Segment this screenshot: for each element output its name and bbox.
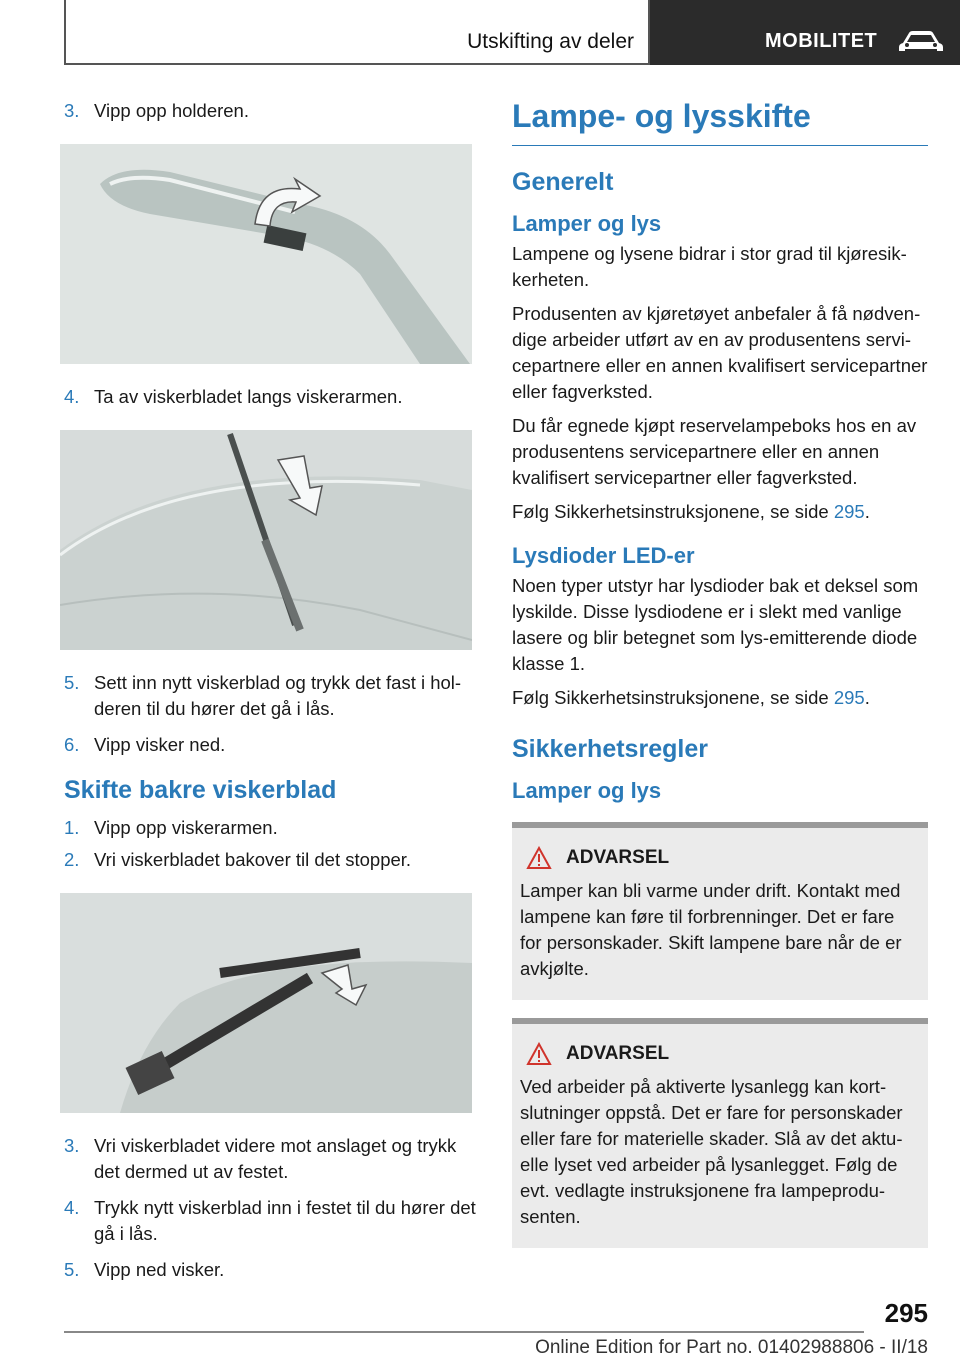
page-number: 295	[884, 1298, 928, 1328]
step-item	[64, 98, 476, 124]
step-item	[64, 847, 476, 873]
step-text: Trykk nytt viskerblad inn i festet til du hører det gå i lås.	[94, 1197, 476, 1244]
safety-rules-subheading: Lamper og lys	[512, 778, 662, 803]
safety-reference-end: .	[864, 501, 870, 522]
step-number: 6.	[64, 734, 80, 755]
page-link[interactable]: 295	[833, 687, 865, 708]
car-icon	[897, 29, 945, 55]
chapter-tab[interactable]	[650, 0, 960, 65]
warning-text: Lamper kan bli varme under drift. Kontakt med lampene kan føre til forbrenninger. Det er fare for personskader. Skift lampene bare når de er avkjølte.	[520, 880, 902, 979]
step-number: 2.	[64, 849, 80, 870]
step-item	[64, 1195, 476, 1247]
step-item	[64, 1133, 476, 1185]
lamps-paragraph-1: Lampene og lysene bidrar i stor grad til kjøresikkerheten.	[512, 243, 907, 290]
general-heading: Generelt	[512, 168, 614, 196]
step-item	[64, 815, 476, 841]
step-text: Vri viskerbladet bakover til det stopper.	[94, 849, 412, 870]
warning-box	[512, 822, 928, 1000]
step-number: 3.	[64, 1135, 80, 1156]
step-number: 3.	[64, 100, 80, 121]
figure-rear-wiper	[60, 893, 472, 1113]
safety-reference-end: .	[864, 687, 870, 708]
lamps-heading: Lamper og lys	[512, 211, 662, 236]
step-number: 5.	[64, 1259, 80, 1280]
step-item	[64, 384, 476, 410]
step-item	[64, 670, 476, 722]
step-text: Sett inn nytt viskerblad og trykk det fast i holderen til du hører det gå i lås.	[94, 672, 462, 719]
led-heading: Lysdioder LED-er	[512, 543, 695, 568]
safety-reference-text: Følg Sikkerhetsinstruksjonene, se side	[512, 501, 834, 522]
footer-divider	[64, 1331, 864, 1333]
page-link[interactable]: 295	[833, 501, 865, 522]
header-section-frame	[64, 0, 650, 65]
step-text: Vipp opp holderen.	[94, 100, 249, 121]
lamps-paragraph-2: Produsenten av kjøretøyet anbefaler å få nødvendige arbeider utført av en av produsentens servicepartnere eller en annen kvalifisert servicepartner eller fagverksted.	[512, 303, 928, 402]
warning-triangle-icon	[526, 846, 552, 870]
step-text: Vipp ned visker.	[94, 1259, 225, 1280]
safety-reference	[512, 499, 928, 525]
step-text: Vri viskerbladet videre mot anslaget og trykk det dermed ut av festet.	[94, 1135, 457, 1182]
step-item	[64, 1257, 476, 1283]
rear-wiper-heading: Skifte bakre viskerblad	[64, 776, 337, 804]
safety-reference-text: Følg Sikkerhetsinstruksjonene, se side	[512, 687, 834, 708]
chapter-label: MOBILITET	[765, 29, 878, 52]
warning-box	[512, 1018, 928, 1248]
left-column	[64, 98, 476, 1293]
led-paragraph: Noen typer utstyr har lysdioder bak et deksel som lyskilde. Disse lysdiodene er i slekt med vanlige lasere og blir betegnet som lys-emitterende diode klasse 1.	[512, 575, 919, 674]
right-column	[512, 98, 928, 1248]
section-title: Utskifting av deler	[467, 30, 634, 53]
step-number: 4.	[64, 386, 80, 407]
step-text: Vipp opp viskerarmen.	[94, 817, 278, 838]
warning-label: ADVARSEL	[566, 1043, 670, 1064]
step-text: Ta av viskerbladet langs viskerarmen.	[94, 386, 403, 407]
figure-wiper-holder	[60, 144, 472, 364]
step-text: Vipp visker ned.	[94, 734, 226, 755]
warning-header	[520, 1042, 920, 1066]
warning-header	[520, 846, 920, 870]
warning-text: Ved arbeider på aktiverte lysanlegg kan kortslutninger oppstå. Det er fare for personskader eller fare for materielle skader. Slå av det aktuelle lyset ved arbeider på lysanlegget. Følg de evt. vedlagte instruksjonene fra lampeprodusenten.	[520, 1076, 903, 1227]
safety-rules-heading: Sikkerhetsregler	[512, 735, 708, 763]
warning-triangle-icon	[526, 1042, 552, 1066]
step-number: 4.	[64, 1197, 80, 1218]
step-item	[64, 732, 476, 758]
figure-wiper-blade-removal	[60, 430, 472, 650]
safety-reference	[512, 685, 928, 711]
step-number: 5.	[64, 672, 80, 693]
page-title: Lampe- og lysskifte	[512, 98, 928, 146]
warning-label: ADVARSEL	[566, 847, 670, 868]
lamps-paragraph-3: Du får egnede kjøpt reservelampeboks hos en av produsentens servicepartnere eller en annen kvalifisert servicepartner eller fagverksted.	[512, 415, 917, 488]
footer-edition: Online Edition for Part no. 01402988806 - II/18	[535, 1337, 928, 1358]
step-number: 1.	[64, 817, 80, 838]
